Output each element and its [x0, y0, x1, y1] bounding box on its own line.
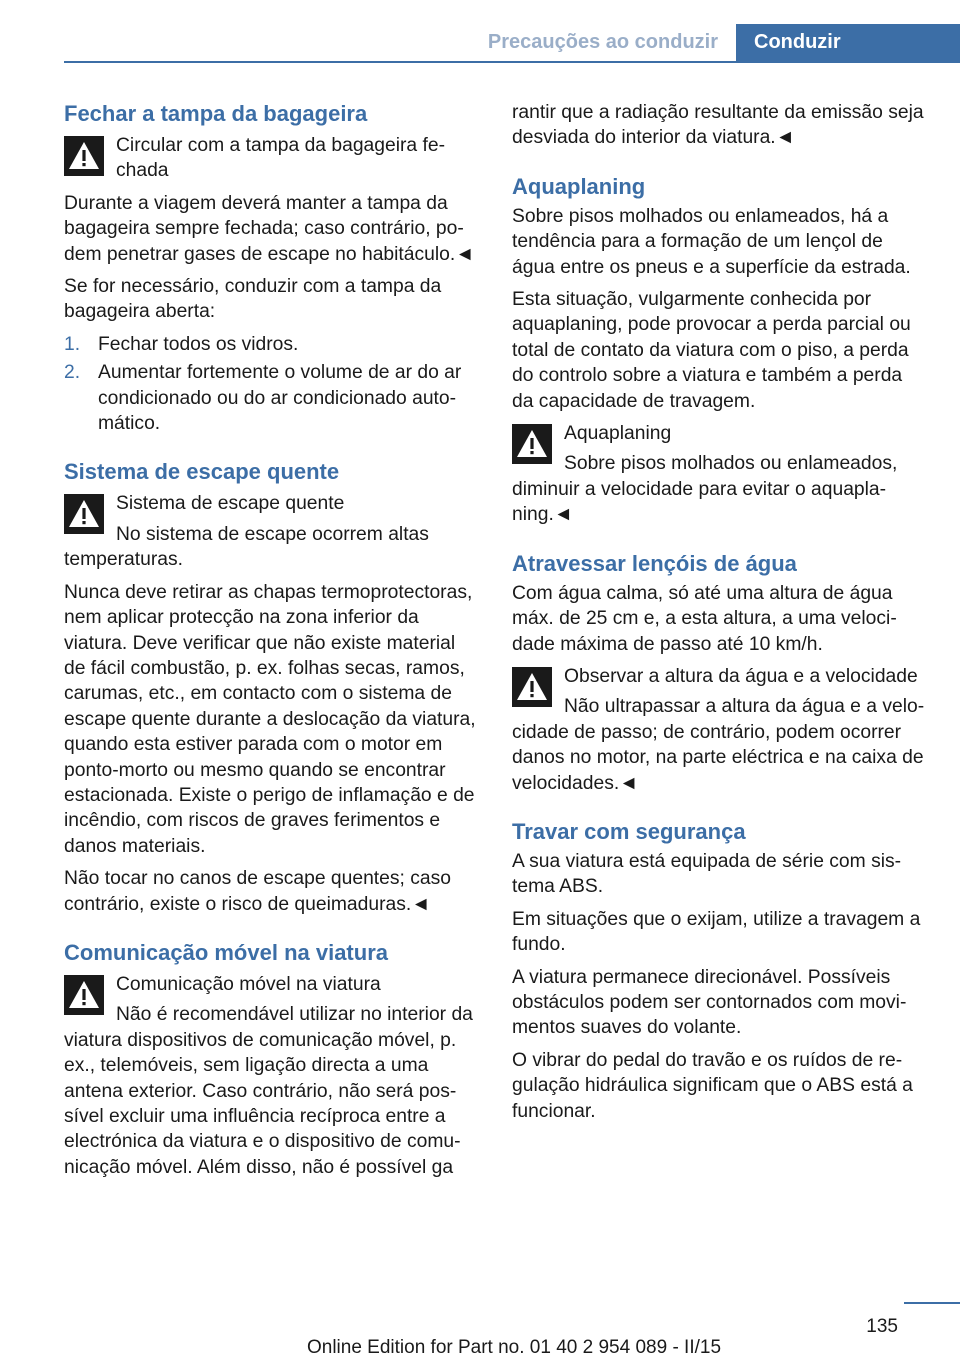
- warning-triangle-icon: [512, 667, 552, 707]
- right-column: [512, 100, 926, 1131]
- warning-triangle-icon: [64, 494, 104, 534]
- page-number: 135: [866, 1316, 898, 1337]
- warning-block: [512, 421, 926, 528]
- list-item: [64, 332, 480, 357]
- paragraph: O vibrar do pedal do travão e os ruídos de regulação hidráulica significam que o ABS está a funcionar.: [512, 1049, 913, 1122]
- list-number: 2.: [64, 362, 81, 384]
- warning-block: [64, 491, 480, 572]
- warning-triangle-icon: [64, 136, 104, 176]
- paragraph: A sua viatura está equipada de série com sistema ABS.: [512, 850, 902, 898]
- list-item-text: Fechar todos os vidros.: [98, 333, 299, 355]
- heading-lencois-agua: Atravessar lençóis de água: [512, 550, 797, 576]
- warning-title: Circular com a tampa da bagageira fechada: [116, 135, 446, 182]
- warning-block: [512, 664, 926, 796]
- paragraph: Sobre pisos molhados ou enlameados, há a tendência para a formação de um lençol de água entre os pneus e a superfície da estrada.: [512, 205, 911, 278]
- footer-text: Online Edition for Part no. 01 40 2 954 089 - II/15: [306, 1337, 722, 1358]
- heading-comunicacao-movel: Comunicação móvel na viatura: [64, 939, 388, 965]
- heading-fechar-tampa: Fechar a tampa da bagageira: [64, 101, 368, 126]
- paragraph: Não tocar no canos de escape quentes; caso contrário, existe o risco de queimaduras.◄: [64, 868, 451, 915]
- warning-text: Sobre pisos molhados ou enlameados, diminuir a velocidade para evitar o aquaplaning.◄: [512, 453, 898, 526]
- warning-title: Comunicação móvel na viatura: [116, 973, 381, 995]
- list-item: [64, 360, 480, 436]
- warning-title: Sistema de escape quente: [116, 493, 345, 515]
- header-rule: [64, 61, 960, 63]
- footer: [0, 1337, 960, 1359]
- paragraph: Esta situação, vulgarmente conhecida por aquaplaning, pode provocar a perda parcial ou total de contato da viatura com o piso, a perda do controlo sobre a viatura e também a perda da capacidade de travagem.: [512, 289, 911, 412]
- warning-block: [64, 133, 480, 184]
- warning-block: [64, 972, 480, 1180]
- warning-triangle-icon: [64, 975, 104, 1015]
- page-number-rule: [904, 1302, 960, 1304]
- header-section-title: Precauções ao conduzir: [487, 31, 718, 53]
- list-item-text: Aumentar fortemente o volume de ar do ar condicionado ou do ar condicionado automático.: [98, 362, 462, 435]
- left-column: [64, 100, 480, 1187]
- list-number: 1.: [64, 333, 81, 355]
- header-chapter-tab: Conduzir: [736, 24, 960, 61]
- heading-escape-quente: Sistema de escape quente: [64, 459, 340, 485]
- paragraph: Nunca deve retirar as chapas termoprotectoras, nem aplicar protecção na zona inferior da viatura. Deve verificar que não existe material de fácil combustão, p. ex. folhas secas, ramos, carumas, etc., em contacto com o sistema de escape quente durante a deslocação da viatura, quando esta estiver parada com o motor em ponto-morto ou mesmo quando se encontrar estacionada. Existe o perigo de inflamação e de incêndio, com riscos de graves ferimentos e danos materiais.: [64, 581, 476, 857]
- paragraph: A viatura permanece direcionável. Possíveis obstáculos podem ser contornados com movimentos suaves do volante.: [512, 966, 907, 1039]
- paragraph: Durante a viagem deverá manter a tampa da bagageira sempre fechada; caso contrário, podem penetrar gases de escape no habitáculo.◄: [64, 192, 475, 265]
- warning-title: Observar a altura da água e a velocidade: [564, 665, 918, 687]
- warning-text: Não é recomendável utilizar no interior da viatura dispositivos de comunicação móvel, p. ex., telemóveis, sem ligação directa a uma antena exterior. Caso contrário, não será possível excluir uma influência recíproca entre a electrónica da viatura e o dispositivo de comunicação móvel. Além disso, não é possível ga: [64, 1004, 473, 1178]
- warning-triangle-icon: [512, 424, 552, 464]
- paragraph: Se for necessário, conduzir com a tampa da bagageira aberta:: [64, 276, 442, 323]
- warning-title: Aquaplaning: [564, 423, 672, 445]
- heading-aquaplaning: Aquaplaning: [512, 173, 646, 199]
- warning-text: No sistema de escape ocorrem altas temperaturas.: [64, 523, 429, 571]
- paragraph: Com água calma, só até uma altura de água máx. de 25 cm e, a esta altura, a uma velocidade máxima de passo até 10 km/h.: [512, 582, 897, 655]
- warning-text: Não ultrapassar a altura da água e a velocidade de passo; de contrário, podem ocorrer danos no motor, na parte eléctrica e na caixa de velocidades.◄: [512, 696, 925, 794]
- paragraph: Em situações que o exijam, utilize a travagem a fundo.: [512, 908, 921, 956]
- numbered-list: [64, 332, 480, 437]
- paragraph: rantir que a radiação resultante da emissão seja desviada do interior da viatura.◄: [512, 102, 924, 149]
- heading-travar-seguranca: Travar com segurança: [512, 818, 746, 844]
